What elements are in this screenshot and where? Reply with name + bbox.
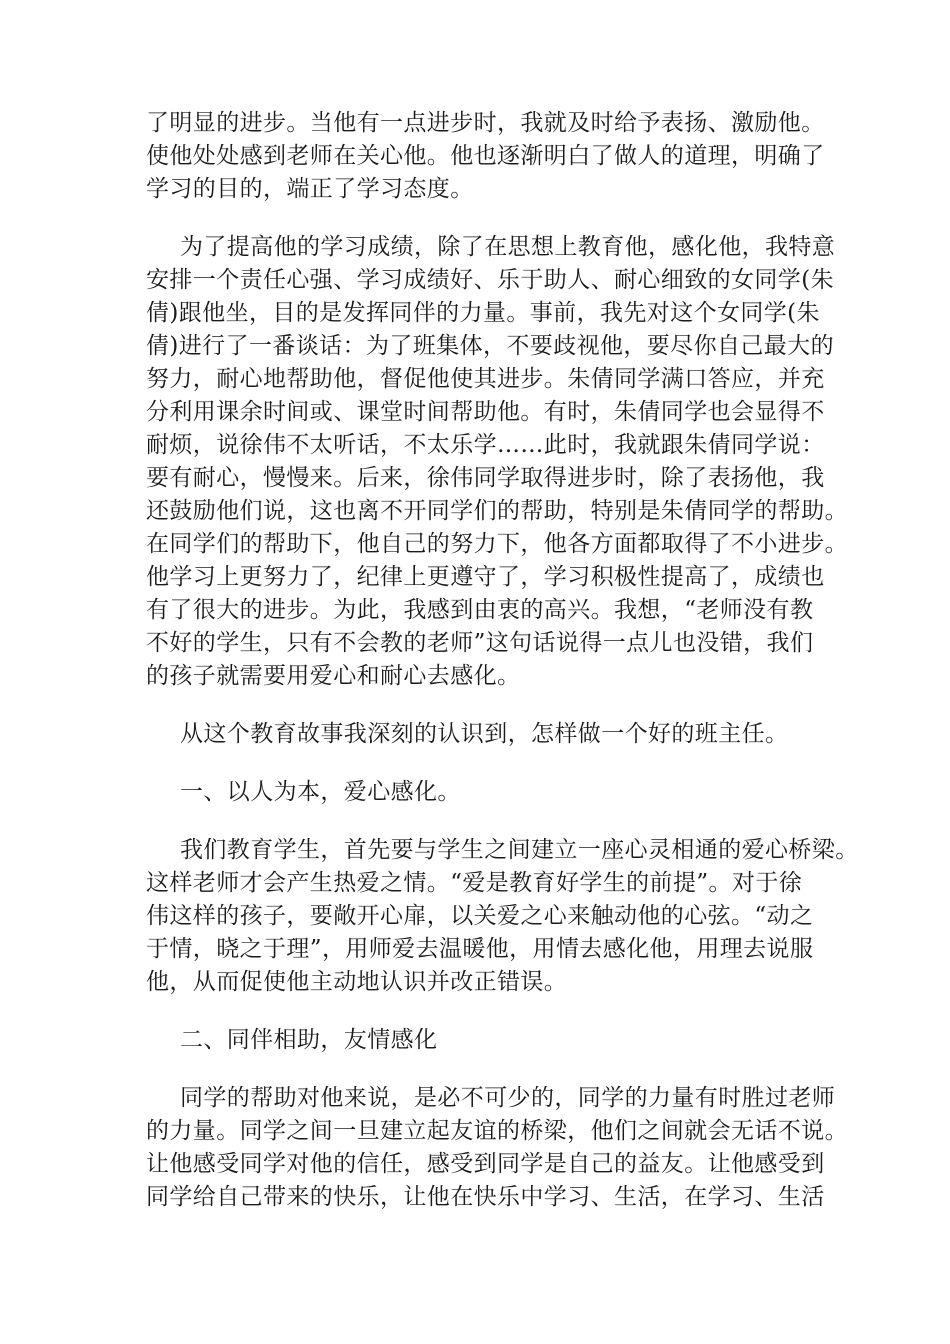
- text-line: 他，从而促使他主动地认识并改正错误。: [146, 969, 568, 995]
- paragraph-love-influence: [146, 834, 859, 999]
- text-line: 这样老师才会产生热爱之情。“爱是教育好学生的前提”。对于徐: [146, 870, 803, 896]
- text-line: 还鼓励他们说，这也离不开同学们的帮助，特别是朱倩同学的帮助。: [146, 498, 848, 524]
- paragraph-peer-help-story: [146, 231, 848, 693]
- text-line: 了明显的进步。当他有一点进步时，我就及时给予表扬、激励他。: [146, 110, 825, 136]
- paragraph-progress-continued: [146, 107, 826, 206]
- section-heading-text: 一、以人为本，爱心感化。: [180, 779, 461, 805]
- section-heading-two: [146, 1024, 826, 1057]
- text-line: 学习的目的，端正了学习态度。: [146, 176, 474, 202]
- text-line: 伟这样的孩子，要敞开心扉，以关爱之心来触动他的心弦。“动之: [146, 903, 814, 929]
- text-line: 倩)进行了一番谈话：为了班集体，不要歧视他，要尽你自己最大的: [146, 333, 834, 359]
- section-heading-text: 二、同伴相助，友情感化: [180, 1027, 438, 1053]
- text-line: 使他处处感到老师在关心他。他也逐渐明白了做人的道理，明确了: [146, 143, 825, 169]
- text-line: 的孩子就需要用爱心和耐心去感化。: [146, 663, 521, 689]
- text-line: 我们教育学生，首先要与学生之间建立一座心灵相通的爱心桥梁。: [180, 837, 859, 863]
- paragraph-lesson-intro: [146, 718, 826, 751]
- text-line: 分利用课余时间或、课堂时间帮助他。有时，朱倩同学也会显得不: [146, 399, 825, 425]
- text-line: 要有耐心，慢慢来。后来，徐伟同学取得进步时，除了表扬他，我: [146, 465, 825, 491]
- text-line: 有了很大的进步。为此，我感到由衷的高兴。我想，“老师没有教: [146, 597, 814, 623]
- text-line: 同学给自己带来的快乐，让他在快乐中学习、生活，在学习、生活: [146, 1184, 825, 1210]
- text-line: 在同学们的帮助下，他自己的努力下，他各方面都取得了不小进步。: [146, 531, 848, 557]
- text-line: 努力，耐心地帮助他，督促他使其进步。朱倩同学满口答应，并充: [146, 366, 825, 392]
- text-line: 让他感受同学对他的信任，感受到同学是自己的益友。让他感受到: [146, 1151, 825, 1177]
- text-line: 同学的帮助对他来说，是必不可少的，同学的力量有时胜过老师: [180, 1085, 836, 1111]
- document-body: [146, 107, 859, 1239]
- text-line: 于情，晓之于理”，用师爱去温暖他，用情去感化他，用理去说服: [146, 936, 814, 962]
- text-line: 不好的学生，只有不会教的老师”这句话说得一点儿也没错，我们: [146, 630, 814, 656]
- text-line: 的力量。同学之间一旦建立起友谊的桥梁，他们之间就会无话不说。: [146, 1118, 848, 1144]
- text-line: 为了提高他的学习成绩，除了在思想上教育他，感化他，我特意: [180, 234, 836, 260]
- text-line: 他学习上更努力了，纪律上更遵守了，学习积极性提高了，成绩也: [146, 564, 825, 590]
- section-heading-one: [146, 776, 826, 809]
- text-line: 从这个教育故事我深刻的认识到，怎样做一个好的班主任。: [180, 721, 789, 747]
- text-line: 倩)跟他坐，目的是发挥同伴的力量。事前，我先对这个女同学(朱: [146, 300, 820, 326]
- paragraph-friendship-influence: [146, 1082, 848, 1214]
- text-line: 耐烦，说徐伟不太听话，不太乐学……此时，我就跟朱倩同学说：: [146, 432, 825, 458]
- text-line: 安排一个责任心强、学习成绩好、乐于助人、耐心细致的女同学(朱: [146, 267, 834, 293]
